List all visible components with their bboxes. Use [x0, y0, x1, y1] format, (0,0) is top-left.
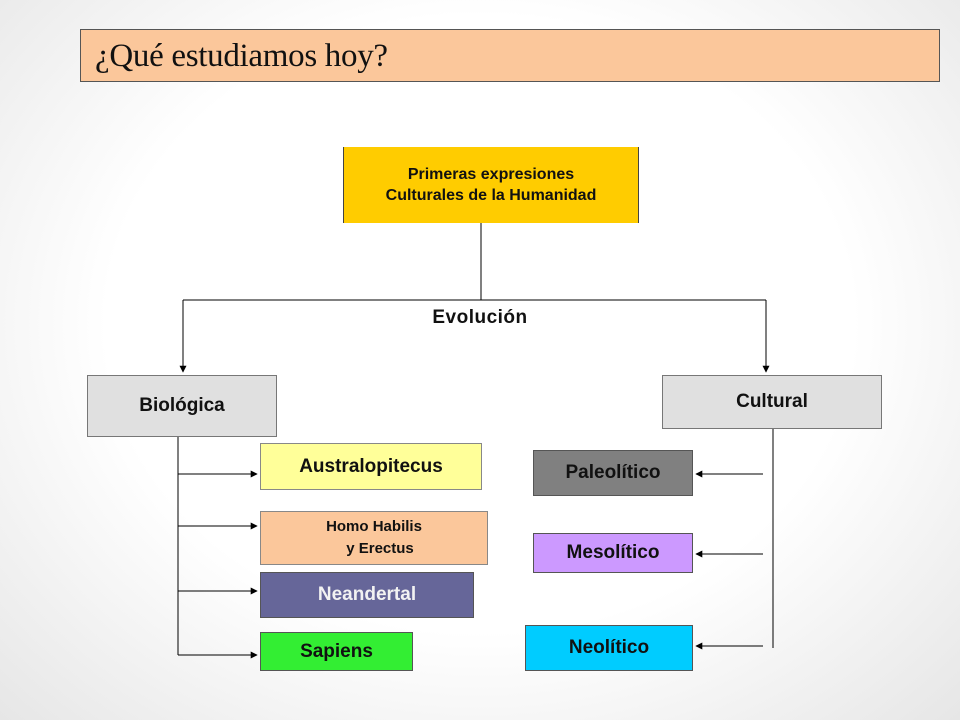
root-concept-box	[343, 147, 639, 223]
homo-habilis-line-1: Homo Habilis	[326, 518, 422, 535]
homo-habilis-erectus-box	[260, 511, 488, 565]
australopitecus-box: Australopitecus	[260, 443, 482, 490]
neolitico-box: Neolítico	[525, 625, 693, 671]
biological-category-box: Biológica	[87, 375, 277, 437]
evolution-label: Evolución	[432, 307, 528, 328]
homo-habilis-line-2: y Erectus	[346, 540, 414, 557]
sapiens-box: Sapiens	[260, 632, 413, 671]
slide-title: ¿Qué estudiamos hoy?	[80, 29, 940, 82]
root-line-1: Primeras expresiones	[407, 166, 575, 183]
neandertal-box: Neandertal	[260, 572, 474, 618]
mesolitico-box: Mesolítico	[533, 533, 693, 573]
cultural-category-box: Cultural	[662, 375, 882, 429]
root-line-2: Culturales de la Humanidad	[385, 187, 597, 204]
paleolitico-box: Paleolítico	[533, 450, 693, 496]
